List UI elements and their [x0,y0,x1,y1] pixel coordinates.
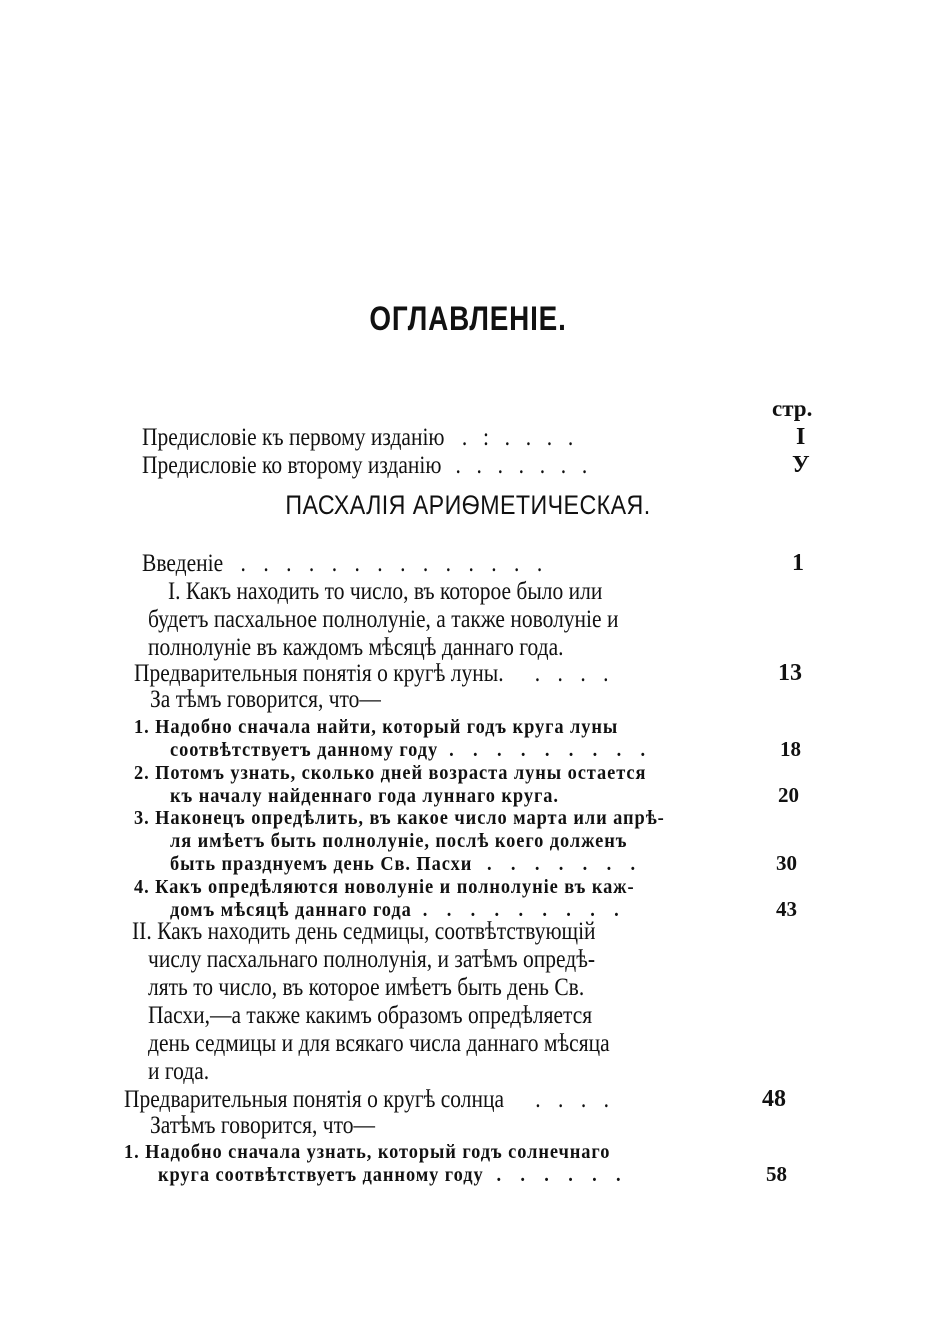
part-heading-line: день седмицы и для всякаго числа даннаго мѣсяца [148,1030,610,1057]
toc-subentry-line: 1. Надобно сначала найти, который годъ круга луны [134,716,619,738]
page-title: ОГЛАВЛЕНІЕ. [369,300,567,338]
toc-leader: . : . . . . [461,424,579,451]
toc-entry-text: Предисловіе ко второму изданію [142,452,442,479]
toc-page-number: 20 [778,783,799,807]
toc-leader: . . . . [535,1086,616,1113]
toc-entry-text: соотвѣтствуетъ данному году [170,739,439,761]
toc-subentry[interactable] [170,739,652,762]
subsection-intro: За тѣмъ говорится, что— [150,686,381,713]
toc-leader: . . . . . . . [455,452,593,479]
toc-subentry-line: 1. Надобно сначала узнать, который годъ солнечнаго [124,1141,611,1163]
part-heading-line: полнолуніе въ каждомъ мѣсяцѣ даннаго года. [148,634,564,661]
toc-subentry-line: 3. Наконецъ опредѣлить, въ какое число марта или апрѣ- [134,807,665,829]
toc-subentry-line: 4. Какъ опредѣляются новолуніе и полнолуніе въ каж- [134,876,635,898]
toc-page-number: 48 [762,1086,786,1112]
section-title: ПАСХАЛІЯ АРИѲМЕТИЧЕСКАЯ. [285,490,651,520]
toc-entry-text: Предисловіе къ первому изданію [142,424,445,451]
toc-subentry[interactable] [158,1164,628,1187]
toc-subentry-line: ля имѣетъ быть полнолуніе, послѣ коего долженъ [170,830,628,852]
toc-entry[interactable] [142,424,578,452]
toc-entry-text: къ началу найденнаго года луннаго круга. [170,785,559,807]
toc-entry[interactable] [134,660,615,688]
toc-page-number: 58 [766,1162,787,1186]
toc-entry-text: Предварительныя понятія о кругѣ солнца [124,1086,505,1113]
part-heading-line: и года. [148,1058,210,1085]
toc-leader: . . . . . . [496,1164,629,1186]
toc-entry[interactable] [142,550,548,578]
toc-page-number: У [792,452,810,478]
toc-leader: . . . . . . . [486,853,643,875]
part-heading-line: Пасхи,—а также какимъ образомъ опредѣляется [148,1002,593,1029]
part-heading-line: будетъ пасхальное полнолуніе, а также новолуніе и [148,606,619,633]
toc-subentry-line: 2. Потомъ узнать, сколько дней возраста луны остается [134,762,647,784]
toc-leader: . . . . . . . . . [422,899,627,921]
toc-leader: . . . . [534,660,615,687]
toc-page-number: I [796,424,806,450]
toc-page-number: 30 [776,851,797,875]
toc-page-number: 1 [792,550,804,576]
toc-page-number: 18 [780,737,801,761]
toc-entry-text: Предварительныя понятія о кругѣ луны. [134,660,504,687]
part-heading-line: числу пасхальнаго полнолунія, и затѣмъ опредѣ- [148,946,596,973]
toc-subentry[interactable] [170,853,642,876]
part-heading-line: лять то число, въ которое имѣетъ быть день Св. [148,974,585,1001]
toc-leader: . . . . . . . . . [449,739,653,761]
toc-page-number: 43 [776,897,797,921]
toc-subentry[interactable] [170,785,559,808]
toc-leader: . . . . . . . . . . . . . . [240,550,549,577]
part-heading-line: I. Какъ находить то число, въ которое было или [168,578,603,605]
toc-entry-text: быть празднуемъ день Св. Пасхи [170,853,473,875]
page-column-label: стр. [772,396,813,421]
toc-entry-text: круга соотвѣтствуетъ данному году [158,1164,484,1186]
toc-entry-text: домъ мѣсяцѣ даннаго года [170,899,412,921]
part-heading-line: II. Какъ находить день седмицы, соотвѣтствующій [132,918,596,945]
toc-entry[interactable] [142,452,592,480]
toc-entry-text: Введеніе [142,550,224,577]
toc-page-number: 13 [778,660,802,686]
subsection-intro: Затѣмъ говорится, что— [150,1112,375,1139]
toc-entry[interactable] [124,1086,615,1114]
